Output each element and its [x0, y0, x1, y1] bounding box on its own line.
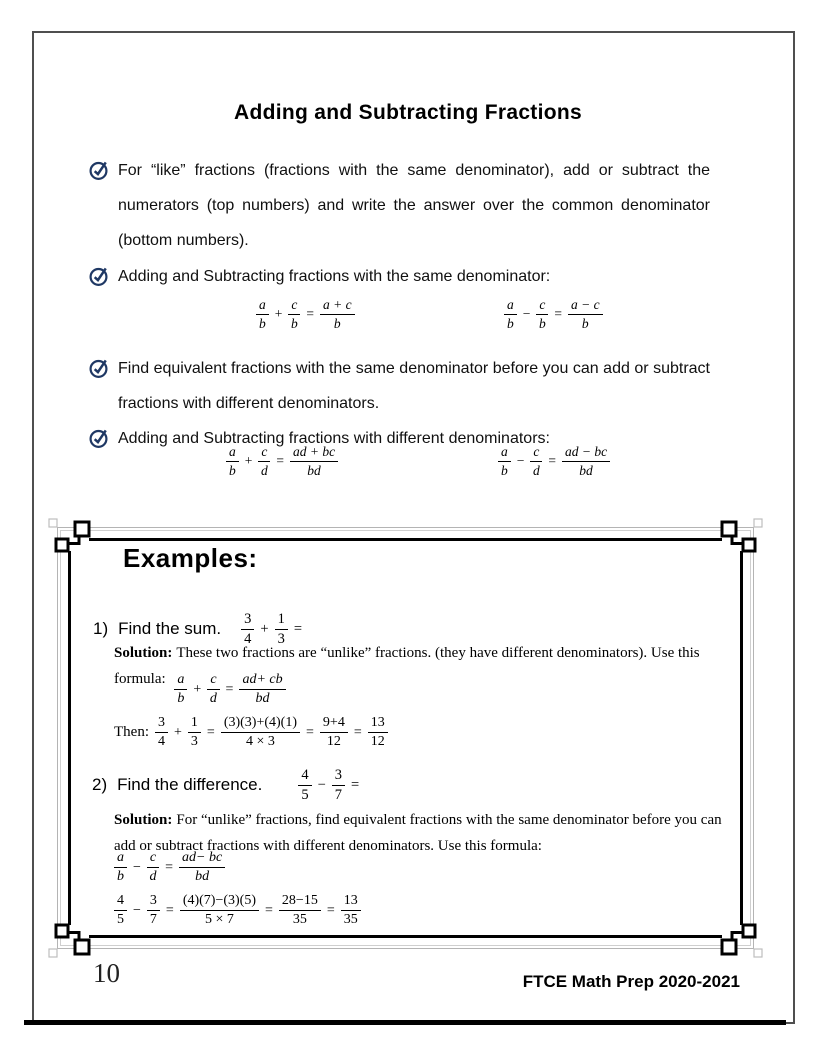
greek-key-corner-ornament: [48, 902, 104, 958]
greek-key-corner-ornament: [707, 902, 763, 958]
example-2-prompt-row: [92, 767, 365, 803]
bullet-text: For “like” fractions (fractions with the same denominator), add or subtract the numerators (top numbers) and write the answer over the common denominator (bottom numbers).: [118, 162, 710, 249]
example-1-prompt: Find the sum.: [118, 619, 222, 639]
solution-text: These two fractions are “unlike” fractions. (they have different denominators). Use this formula:: [114, 645, 700, 687]
bullet-text: Adding and Subtracting fractions with different denominators:: [118, 430, 550, 447]
example-2-expression: $\frac{4}{5}$ − $\frac{3}{7}$ =: [298, 767, 365, 803]
bullet-item-same-denominator: [88, 259, 550, 294]
formula-different-denominator-subtract: $\frac{a}{b}$ − $\frac{c}{d}$ = $\frac{ad - bc}{bd}$: [498, 444, 610, 478]
example-2-work: $\frac{4}{5}$ − $\frac{3}{7}$ = $\frac{(4)(7)-(3)(5)}{5 \times 7}$ = $\frac{28-15}{35}$ = $\frac{13}{35}$: [114, 893, 361, 928]
formula-same-denominator-subtract: $\frac{a}{b}$ − $\frac{c}{b}$ = $\frac{a - c}{b}$: [504, 297, 603, 331]
example-1-work-line: [114, 715, 388, 750]
examples-box-border-left: [68, 563, 71, 913]
greek-key-corner-ornament: [48, 518, 104, 574]
bullet-item-like-fractions: [88, 153, 710, 258]
examples-heading: Examples:: [123, 543, 258, 573]
formula-same-denominator-add: $\frac{a}{b}$ + $\frac{c}{b}$ = $\frac{a + c}{b}$: [256, 297, 355, 331]
example-2-prompt: Find the difference.: [117, 775, 263, 795]
example-2-formula-line: [114, 850, 225, 885]
example-2-formula: $\frac{a}{b}$ − $\frac{c}{d}$ = $\frac{ad- bc}{bd}$: [114, 850, 225, 885]
solution-label: Solution:: [114, 812, 173, 828]
example-1-solution: [114, 640, 742, 707]
solution-text: For “unlike” fractions, find equivalent fractions with the same denominator before you can add or subtract fractions with different denominators. Use this formula:: [114, 812, 722, 854]
formula-different-denominator-add: $\frac{a}{b}$ + $\frac{c}{d}$ = $\frac{ad + bc}{bd}$: [226, 444, 338, 478]
example-1-expression: $\frac{3}{4}$ + $\frac{1}{3}$ =: [241, 611, 308, 647]
bullet-item-equivalent-fractions: [88, 351, 710, 421]
check-circle-icon: [88, 159, 109, 180]
examples-box-border-right: [740, 563, 743, 913]
examples-box-border-top: [93, 538, 718, 541]
example-1-number: 1): [93, 619, 109, 639]
example-1-work: $\frac{3}{4}$ + $\frac{1}{3}$ = $\frac{(3)(3)+(4)(1)}{4 \times 3}$ = $\frac{9+4}{12}$ = $\frac{13}{12}$: [155, 715, 388, 750]
page-border-shadow: [24, 1020, 786, 1025]
solution-label: Solution:: [114, 645, 173, 661]
check-circle-icon: [88, 265, 109, 286]
examples-box-border-bottom: [93, 935, 718, 938]
example-1-formula: $\frac{a}{b}$ + $\frac{c}{d}$ = $\frac{ad+ cb}{bd}$: [174, 672, 285, 707]
footer-text: FTCE Math Prep 2020-2021: [522, 972, 740, 991]
bullet-text: Adding and Subtracting fractions with the same denominator:: [118, 268, 551, 285]
bullet-text: Find equivalent fractions with the same denominator before you can add or subtract fractions with different denominators.: [118, 360, 710, 412]
greek-key-corner-ornament: [707, 518, 763, 574]
then-label: Then:: [114, 724, 149, 741]
example-2-number: 2): [92, 775, 108, 795]
examples-box: [57, 527, 754, 949]
check-circle-icon: [88, 357, 109, 378]
page-number: 10: [93, 958, 120, 988]
check-circle-icon: [88, 427, 109, 448]
example-2-work-line: [114, 893, 361, 928]
page-title: Adding and Subtracting Fractions: [234, 101, 582, 124]
